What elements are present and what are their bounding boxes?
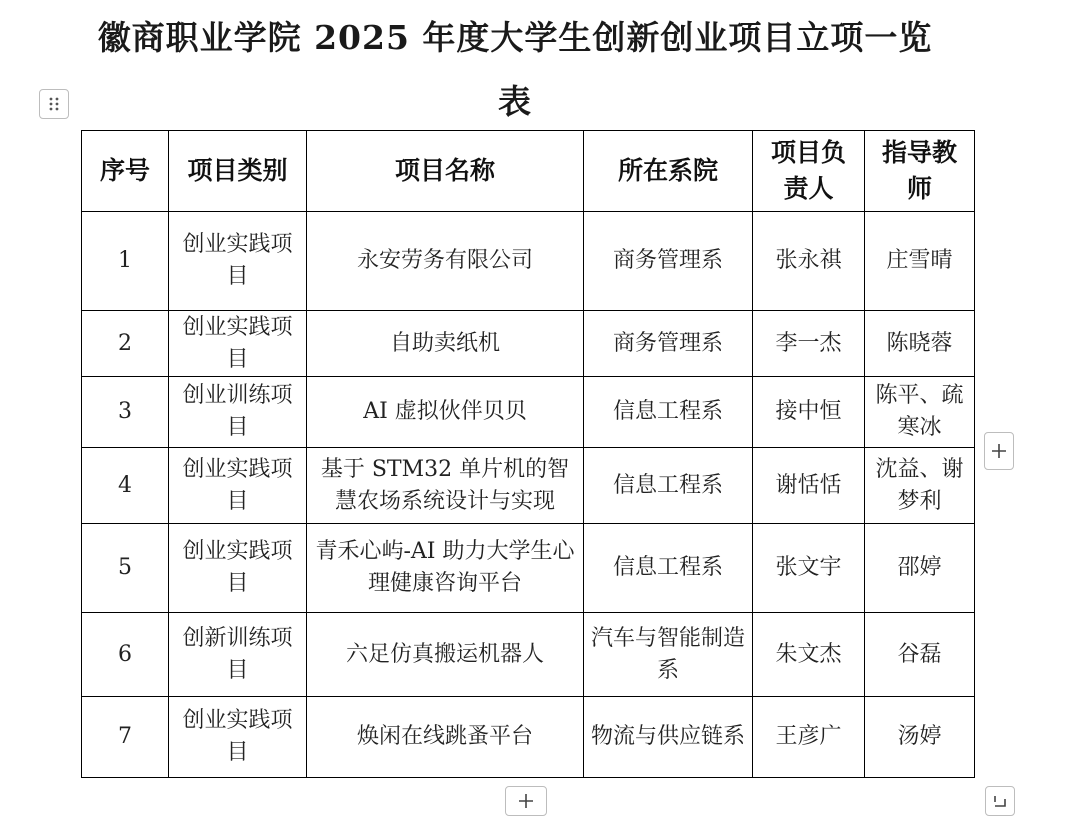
table-row (82, 311, 975, 377)
projects-table (81, 130, 975, 778)
cell-no[interactable]: 6 (82, 613, 169, 697)
plus-icon (991, 443, 1007, 459)
cell-advisor[interactable]: 谷磊 (865, 613, 975, 697)
header-name[interactable]: 项目名称 (307, 131, 584, 212)
cell-advisor[interactable]: 邵婷 (865, 524, 975, 613)
cell-department[interactable]: 商务管理系 (584, 212, 753, 311)
table-resize-handle[interactable] (985, 786, 1015, 816)
cell-advisor[interactable]: 庄雪晴 (865, 212, 975, 311)
table-row (82, 524, 975, 613)
cell-department[interactable]: 信息工程系 (584, 524, 753, 613)
cell-name[interactable]: 永安劳务有限公司 (307, 212, 584, 311)
cell-leader[interactable]: 王彦广 (753, 697, 865, 778)
cell-name[interactable]: 自助卖纸机 (307, 311, 584, 377)
table-row (82, 377, 975, 448)
header-advisor[interactable]: 指导教师 (865, 131, 975, 212)
cell-department[interactable]: 信息工程系 (584, 448, 753, 524)
drag-handle-icon (48, 97, 60, 111)
cell-no[interactable]: 3 (82, 377, 169, 448)
cell-name[interactable]: 青禾心屿-AI 助力大学生心理健康咨询平台 (307, 524, 584, 613)
cell-leader[interactable]: 李一杰 (753, 311, 865, 377)
cell-leader[interactable]: 张永祺 (753, 212, 865, 311)
table-drag-handle[interactable] (39, 89, 69, 119)
table-header-row (82, 131, 975, 212)
cell-no[interactable]: 1 (82, 212, 169, 311)
cell-no[interactable]: 7 (82, 697, 169, 778)
document-title: 徽商职业学院 2025 年度大学生创新创业项目立项一览表 (97, 18, 933, 121)
cell-category[interactable]: 创新训练项目 (169, 613, 307, 697)
cell-department[interactable]: 汽车与智能制造系 (584, 613, 753, 697)
cell-no[interactable]: 4 (82, 448, 169, 524)
cell-name[interactable]: 基于 STM32 单片机的智慧农场系统设计与实现 (307, 448, 584, 524)
cell-category[interactable]: 创业实践项目 (169, 697, 307, 778)
cell-name[interactable]: 六足仿真搬运机器人 (307, 613, 584, 697)
cell-category[interactable]: 创业实践项目 (169, 311, 307, 377)
resize-corner-icon (993, 794, 1007, 808)
header-category[interactable]: 项目类别 (169, 131, 307, 212)
add-column-button[interactable] (984, 432, 1014, 470)
cell-no[interactable]: 2 (82, 311, 169, 377)
cell-leader[interactable]: 朱文杰 (753, 613, 865, 697)
cell-department[interactable]: 物流与供应链系 (584, 697, 753, 778)
cell-department[interactable]: 商务管理系 (584, 311, 753, 377)
cell-advisor[interactable]: 陈平、疏寒冰 (865, 377, 975, 448)
add-row-button[interactable] (505, 786, 547, 816)
table-row (82, 613, 975, 697)
cell-leader[interactable]: 谢恬恬 (753, 448, 865, 524)
header-no[interactable]: 序号 (82, 131, 169, 212)
header-leader[interactable]: 项目负责人 (753, 131, 865, 212)
cell-category[interactable]: 创业实践项目 (169, 448, 307, 524)
cell-advisor[interactable]: 汤婷 (865, 697, 975, 778)
cell-name[interactable]: 焕闲在线跳蚤平台 (307, 697, 584, 778)
cell-category[interactable]: 创业实践项目 (169, 524, 307, 613)
cell-leader[interactable]: 张文宇 (753, 524, 865, 613)
cell-advisor[interactable]: 沈益、谢梦利 (865, 448, 975, 524)
plus-icon (518, 793, 534, 809)
cell-advisor[interactable]: 陈晓蓉 (865, 311, 975, 377)
cell-no[interactable]: 5 (82, 524, 169, 613)
cell-name[interactable]: AI 虚拟伙伴贝贝 (307, 377, 584, 448)
cell-leader[interactable]: 接中恒 (753, 377, 865, 448)
cell-category[interactable]: 创业训练项目 (169, 377, 307, 448)
cell-category[interactable]: 创业实践项目 (169, 212, 307, 311)
cell-department[interactable]: 信息工程系 (584, 377, 753, 448)
table-row (82, 448, 975, 524)
table-row (82, 697, 975, 778)
header-department[interactable]: 所在系院 (584, 131, 753, 212)
table-row (82, 212, 975, 311)
